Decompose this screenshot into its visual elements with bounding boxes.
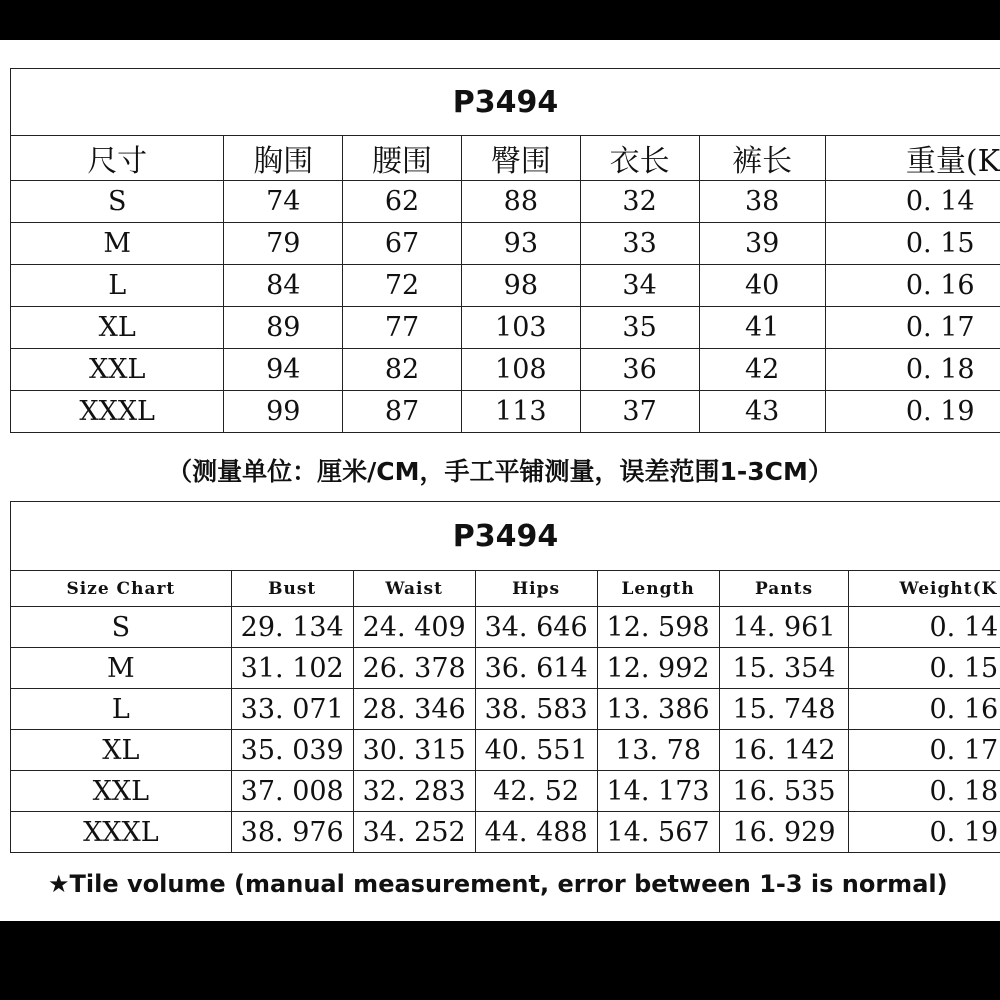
cell-length: 12. 598: [597, 607, 719, 648]
cell-pants: 16. 535: [719, 771, 849, 812]
cell-length: 36: [580, 349, 699, 391]
cell-size: XXXL: [11, 812, 232, 853]
cell-size: XXXL: [11, 391, 224, 433]
size-chart-table-cn: [10, 68, 1000, 433]
top-black-bar: [0, 0, 1000, 40]
cell-hips: 42. 52: [475, 771, 597, 812]
cell-size: L: [11, 265, 224, 307]
cell-waist: 24. 409: [353, 607, 475, 648]
cell-bust: 84: [224, 265, 343, 307]
cell-size: XL: [11, 730, 232, 771]
table-row: [11, 607, 1000, 648]
cell-pants: 38: [699, 181, 825, 223]
header-bust: Bust: [231, 571, 353, 607]
cell-length: 35: [580, 307, 699, 349]
header-weight: Weight(K: [849, 571, 1000, 607]
bottom-black-bar: [0, 921, 1000, 1000]
cell-hips: 38. 583: [475, 689, 597, 730]
table-row: [11, 648, 1000, 689]
cell-pants: 42: [699, 349, 825, 391]
cell-length: 32: [580, 181, 699, 223]
cell-pants: 16. 929: [719, 812, 849, 853]
table-row: [11, 812, 1000, 853]
cell-length: 14. 173: [597, 771, 719, 812]
header-waist: 腰围: [343, 136, 462, 181]
size-chart-table-en: [10, 501, 1000, 853]
cell-size: S: [11, 181, 224, 223]
cell-weight: 0. 18: [849, 771, 1000, 812]
cell-waist: 72: [343, 265, 462, 307]
cell-weight: 0. 17: [849, 730, 1000, 771]
table-title: P3494: [11, 502, 1000, 571]
cell-bust: 94: [224, 349, 343, 391]
cell-waist: 26. 378: [353, 648, 475, 689]
cell-weight: 0. 15: [849, 648, 1000, 689]
table-row: [11, 223, 1000, 265]
cell-size: S: [11, 607, 232, 648]
cell-length: 12. 992: [597, 648, 719, 689]
cell-waist: 77: [343, 307, 462, 349]
cell-weight: 0. 17: [825, 307, 1000, 349]
cell-size: XXL: [11, 349, 224, 391]
cell-bust: 29. 134: [231, 607, 353, 648]
cell-waist: 87: [343, 391, 462, 433]
cell-waist: 34. 252: [353, 812, 475, 853]
table-title: P3494: [11, 69, 1000, 136]
header-length: 衣长: [580, 136, 699, 181]
measurement-note-en: ★Tile volume (manual measurement, error between 1-3 is normal): [48, 870, 948, 898]
header-weight: 重量(K: [825, 136, 1000, 181]
header-row: [11, 136, 1000, 181]
measurement-note-cn: （测量单位：厘米/CM，手工平铺测量，误差范围1-3CM）: [167, 457, 833, 486]
cell-weight: 0. 18: [825, 349, 1000, 391]
cell-size: M: [11, 223, 224, 265]
cell-weight: 0. 14: [825, 181, 1000, 223]
header-row: [11, 571, 1000, 607]
cell-bust: 38. 976: [231, 812, 353, 853]
cell-hips: 36. 614: [475, 648, 597, 689]
cell-size: XXL: [11, 771, 232, 812]
table-row: [11, 181, 1000, 223]
cell-bust: 74: [224, 181, 343, 223]
table-row: [11, 307, 1000, 349]
cell-weight: 0. 19: [825, 391, 1000, 433]
cell-bust: 37. 008: [231, 771, 353, 812]
cell-weight: 0. 15: [825, 223, 1000, 265]
cell-pants: 15. 354: [719, 648, 849, 689]
cell-pants: 40: [699, 265, 825, 307]
header-pants: 裤长: [699, 136, 825, 181]
table-row: [11, 349, 1000, 391]
cell-bust: 99: [224, 391, 343, 433]
cell-hips: 108: [461, 349, 580, 391]
cell-waist: 67: [343, 223, 462, 265]
cell-pants: 39: [699, 223, 825, 265]
cell-size: XL: [11, 307, 224, 349]
cell-waist: 32. 283: [353, 771, 475, 812]
cell-weight: 0. 16: [825, 265, 1000, 307]
cell-length: 33: [580, 223, 699, 265]
cell-hips: 88: [461, 181, 580, 223]
header-hips: Hips: [475, 571, 597, 607]
table-row: [11, 689, 1000, 730]
header-length: Length: [597, 571, 719, 607]
table-row: [11, 391, 1000, 433]
header-pants: Pants: [719, 571, 849, 607]
cell-bust: 89: [224, 307, 343, 349]
cell-waist: 30. 315: [353, 730, 475, 771]
cell-pants: 41: [699, 307, 825, 349]
cell-length: 13. 386: [597, 689, 719, 730]
cell-bust: 33. 071: [231, 689, 353, 730]
cell-hips: 44. 488: [475, 812, 597, 853]
header-waist: Waist: [353, 571, 475, 607]
cell-bust: 35. 039: [231, 730, 353, 771]
cell-bust: 31. 102: [231, 648, 353, 689]
table-row: [11, 730, 1000, 771]
header-hips: 臀围: [461, 136, 580, 181]
cell-pants: 16. 142: [719, 730, 849, 771]
cell-size: L: [11, 689, 232, 730]
cell-hips: 40. 551: [475, 730, 597, 771]
cell-length: 14. 567: [597, 812, 719, 853]
cell-pants: 15. 748: [719, 689, 849, 730]
cell-hips: 93: [461, 223, 580, 265]
cell-weight: 0. 14: [849, 607, 1000, 648]
cell-waist: 28. 346: [353, 689, 475, 730]
cell-length: 34: [580, 265, 699, 307]
cell-hips: 98: [461, 265, 580, 307]
cell-length: 13. 78: [597, 730, 719, 771]
cell-pants: 14. 961: [719, 607, 849, 648]
cell-hips: 113: [461, 391, 580, 433]
cell-pants: 43: [699, 391, 825, 433]
header-size: 尺寸: [11, 136, 224, 181]
header-size-chart: Size Chart: [11, 571, 232, 607]
cell-length: 37: [580, 391, 699, 433]
cell-hips: 103: [461, 307, 580, 349]
cell-hips: 34. 646: [475, 607, 597, 648]
table-row: [11, 771, 1000, 812]
cell-waist: 82: [343, 349, 462, 391]
header-bust: 胸围: [224, 136, 343, 181]
table-row: [11, 265, 1000, 307]
cell-weight: 0. 16: [849, 689, 1000, 730]
cell-waist: 62: [343, 181, 462, 223]
cell-weight: 0. 19: [849, 812, 1000, 853]
cell-bust: 79: [224, 223, 343, 265]
cell-size: M: [11, 648, 232, 689]
